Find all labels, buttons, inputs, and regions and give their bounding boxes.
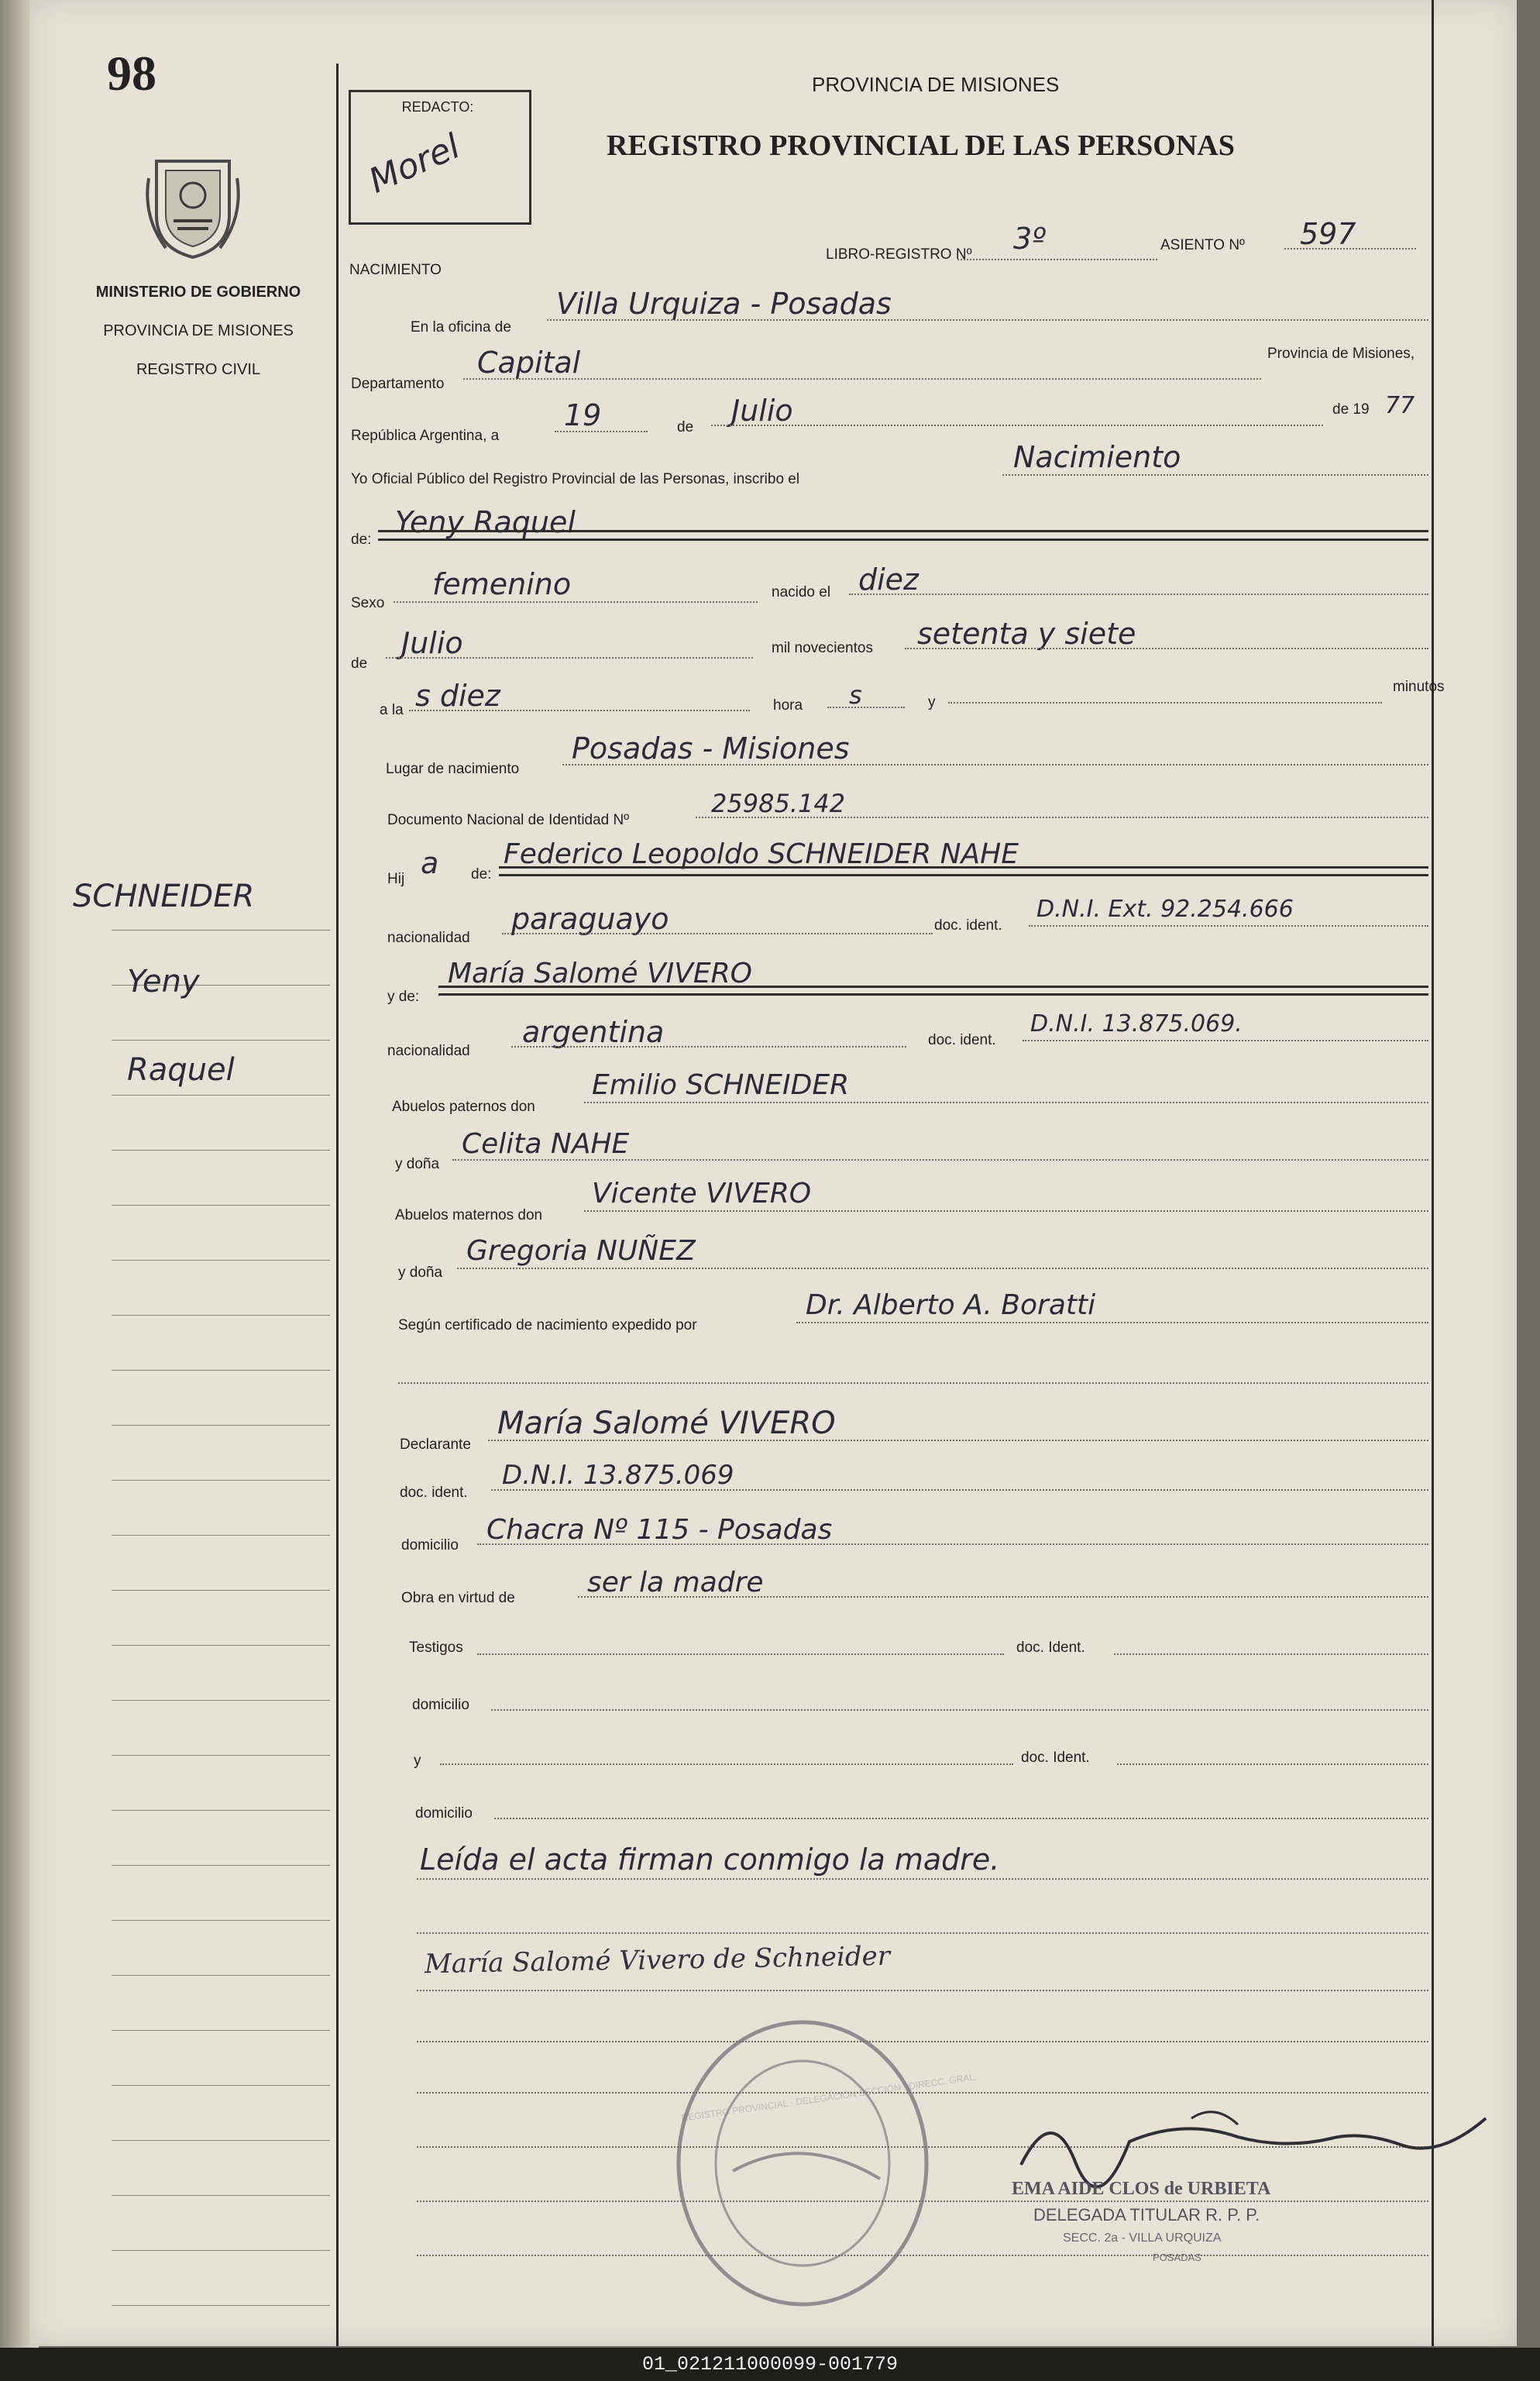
line-anio-nac <box>905 648 1428 649</box>
value-declarante: María Salomé VIVERO <box>497 1406 836 1441</box>
label-de-nombre: de: <box>351 532 372 548</box>
label-horas: hora <box>773 697 803 714</box>
asiento-label: ASIENTO Nº <box>1160 237 1245 253</box>
redacto-value: Morel <box>363 126 466 201</box>
seal-text: REGISTRO PROVINCIAL · DELEGACIÓN SECCIÓN · DIRECC. GRAL. <box>680 2071 978 2124</box>
label-de-mes: de <box>351 655 368 672</box>
label-nac-madre: nacionalidad <box>387 1043 470 1059</box>
label-sexo: Sexo <box>351 595 385 611</box>
closing-statement: Leída el acta firman conmigo la madre. <box>420 1843 1000 1877</box>
label-domicilio-declarante: domicilio <box>401 1537 459 1553</box>
page-rule-right <box>1432 0 1434 2346</box>
label-provincia: Provincia de Misiones, <box>1267 346 1415 362</box>
document-page <box>29 0 1517 2346</box>
redacto-label: REDACTO: <box>401 99 474 115</box>
label-republica: República Argentina, a <box>351 428 500 444</box>
line-testigo-1 <box>477 1653 1004 1655</box>
line-nac-madre <box>511 1046 906 1048</box>
label-mil: mil novecientos <box>772 640 873 656</box>
line-mes <box>711 425 1323 426</box>
line-testigo-domicilio-1 <box>491 1709 1428 1711</box>
label-testigo-domicilio-1: domicilio <box>412 1697 469 1713</box>
line-closing <box>417 1878 1428 1880</box>
value-certificado: Dr. Alberto A. Boratti <box>806 1289 1096 1321</box>
value-abuelo-materno: Vicente VIVERO <box>592 1178 812 1209</box>
value-mes: Julio <box>731 394 793 428</box>
label-y-de: y de: <box>387 989 420 1005</box>
label-dona-2: y doña <box>398 1264 443 1281</box>
line-blank-1 <box>417 1932 1428 1934</box>
value-nac-padre: paraguayo <box>511 902 669 936</box>
label-anio: de 19 <box>1332 401 1370 418</box>
line-abuelo-paterno <box>584 1102 1428 1103</box>
value-dia: 19 <box>564 398 602 432</box>
label-testigo-doc-1: doc. Ident. <box>1016 1640 1085 1656</box>
value-abuelo-paterno: Emilio SCHNEIDER <box>592 1069 850 1101</box>
line-hora <box>409 710 750 711</box>
line-abuelo-materno <box>584 1210 1428 1212</box>
stamp-section: SECC. 2a - VILLA URQUIZA <box>1063 2231 1222 2245</box>
value-mes-nac: Julio <box>401 626 463 660</box>
label-lugar: Lugar de nacimiento <box>386 761 520 777</box>
line-testigo-doc-1 <box>1114 1653 1428 1655</box>
label-oficina: En la oficina de <box>411 319 511 335</box>
libro-value: 3º <box>1013 222 1047 256</box>
line-testigo-domicilio-2 <box>494 1818 1428 1819</box>
ministry-name: MINISTERIO DE GOBIERNO <box>95 284 301 301</box>
act-type: NACIMIENTO <box>349 262 442 278</box>
line-dia <box>555 431 648 432</box>
folio-number: 98 <box>107 46 156 101</box>
image-id-footer: 01_021211000099-001779 <box>0 2348 1540 2381</box>
label-testigo-domicilio-2: domicilio <box>415 1805 473 1822</box>
coat-of-arms-icon <box>143 147 243 263</box>
label-dona-1: y doña <box>395 1156 440 1172</box>
value-hora: s diez <box>415 679 500 713</box>
registry-header: REGISTRO PROVINCIAL DE LAS PERSONAS <box>607 129 1235 162</box>
label-minutos: minutos <box>1393 679 1445 695</box>
stamp-city: POSADAS <box>1153 2252 1201 2263</box>
label-de: de <box>677 419 694 435</box>
declarant-signature: María Salomé Vivero de Schneider <box>424 1940 891 1980</box>
line-certificado-2 <box>398 1382 1428 1384</box>
value-doc-padre: D.N.I. Ext. 92.254.666 <box>1036 896 1294 923</box>
line-obra <box>578 1596 1428 1598</box>
label-testigo-doc-2: doc. Ident. <box>1021 1750 1090 1766</box>
label-hij-de: de: <box>471 866 492 883</box>
label-y: y <box>928 694 936 711</box>
line-declarante <box>488 1440 1428 1441</box>
line-dni <box>696 817 1428 818</box>
value-madre: María Salomé VIVERO <box>448 958 752 989</box>
line-depto <box>463 378 1261 380</box>
ministry-province: PROVINCIA DE MISIONES <box>103 322 294 339</box>
province-header: PROVINCIA DE MISIONES <box>812 73 1060 96</box>
line-lugar <box>562 764 1428 766</box>
label-nac-padre: nacionalidad <box>387 930 470 946</box>
line-madre <box>438 986 1428 996</box>
value-hij: a <box>421 846 439 880</box>
value-nac-madre: argentina <box>522 1015 665 1049</box>
line-mes-nac <box>386 657 753 659</box>
libro-label: LIBRO-REGISTRO Nº <box>826 246 972 263</box>
value-obra: ser la madre <box>587 1567 764 1598</box>
value-oficina: Villa Urquiza - Posadas <box>556 287 892 321</box>
asiento-value: 597 <box>1300 217 1356 251</box>
value-padre: Federico Leopoldo SCHNEIDER NAHE <box>504 838 1019 870</box>
label-declarante: Declarante <box>400 1437 471 1453</box>
label-doc-padre: doc. ident. <box>934 917 1002 934</box>
line-sexo <box>394 601 758 603</box>
label-dni: Documento Nacional de Identidad Nº <box>387 812 630 828</box>
label-doc-declarante: doc. ident. <box>400 1485 468 1501</box>
value-abuela-paterna: Celita NAHE <box>462 1128 630 1160</box>
label-testigos: Testigos <box>409 1640 463 1656</box>
official-signature-scribble <box>1005 2087 1501 2188</box>
value-sexo: femenino <box>432 567 572 601</box>
value-nacido: diez <box>858 563 920 597</box>
label-yo-oficial: Yo Oficial Público del Registro Provincial de las Personas, inscribo el <box>351 471 800 487</box>
value-horas: s <box>849 680 862 710</box>
value-anio: 77 <box>1385 392 1415 419</box>
value-nombre: Yeny Raquel <box>395 505 576 539</box>
margin-name-2: Raquel <box>127 1052 235 1088</box>
label-hij: Hij <box>387 871 405 887</box>
asiento-line <box>1284 248 1416 249</box>
value-domicilio-declarante: Chacra Nº 115 - Posadas <box>486 1514 833 1546</box>
ministry-registry: REGISTRO CIVIL <box>136 361 261 378</box>
libro-line <box>957 259 1157 260</box>
stamp-name: EMA AIDE CLOS de URBIETA <box>1012 2179 1271 2199</box>
label-testigo-y: y <box>414 1753 421 1769</box>
label-depto: Departamento <box>351 376 445 392</box>
label-abuelos-maternos: Abuelos maternos don <box>395 1207 543 1223</box>
value-anio-nac: setenta y siete <box>917 617 1136 651</box>
margin-surname: SCHNEIDER <box>73 879 255 914</box>
label-abuelos-paternos: Abuelos paternos don <box>392 1099 535 1115</box>
value-inscribo: Nacimiento <box>1013 440 1181 474</box>
line-abuela-materna <box>457 1268 1428 1269</box>
label-obra: Obra en virtud de <box>401 1590 515 1606</box>
label-nacido: nacido el <box>772 584 831 600</box>
line-signature <box>417 1990 1428 1991</box>
line-abuela-paterna <box>452 1159 1428 1161</box>
stamp-title: DELEGADA TITULAR R. P. P. <box>1033 2205 1260 2224</box>
line-oficina <box>547 319 1428 321</box>
value-depto: Capital <box>477 346 581 380</box>
value-doc-declarante: D.N.I. 13.875.069 <box>502 1460 734 1491</box>
line-inscribo <box>1002 474 1428 476</box>
line-testigo-2 <box>440 1763 1013 1765</box>
line-minutos <box>948 702 1382 704</box>
line-certificado <box>796 1322 1428 1323</box>
value-lugar: Posadas - Misiones <box>572 731 850 766</box>
margin-divider <box>336 64 339 2346</box>
line-testigo-doc-2 <box>1117 1763 1428 1765</box>
label-certificado: Según certificado de nacimiento expedido por <box>398 1317 697 1333</box>
line-doc-madre <box>1023 1040 1428 1041</box>
value-doc-madre: D.N.I. 13.875.069. <box>1030 1010 1243 1037</box>
value-abuela-materna: Gregoria NUÑEZ <box>466 1235 696 1267</box>
line-domicilio-declarante <box>477 1543 1428 1545</box>
value-dni: 25985.142 <box>711 789 846 818</box>
official-round-seal <box>671 2016 934 2310</box>
margin-name-1: Yeny <box>127 964 200 1000</box>
line-nacido <box>849 594 1428 595</box>
line-horas <box>827 707 905 708</box>
line-padre <box>499 866 1428 876</box>
label-doc-madre: doc. ident. <box>928 1032 996 1048</box>
label-a-la: a la <box>380 702 404 718</box>
line-doc-padre <box>1029 925 1428 927</box>
line-nombre <box>378 530 1428 541</box>
line-nac-padre <box>502 933 933 934</box>
line-doc-declarante <box>491 1489 1428 1491</box>
